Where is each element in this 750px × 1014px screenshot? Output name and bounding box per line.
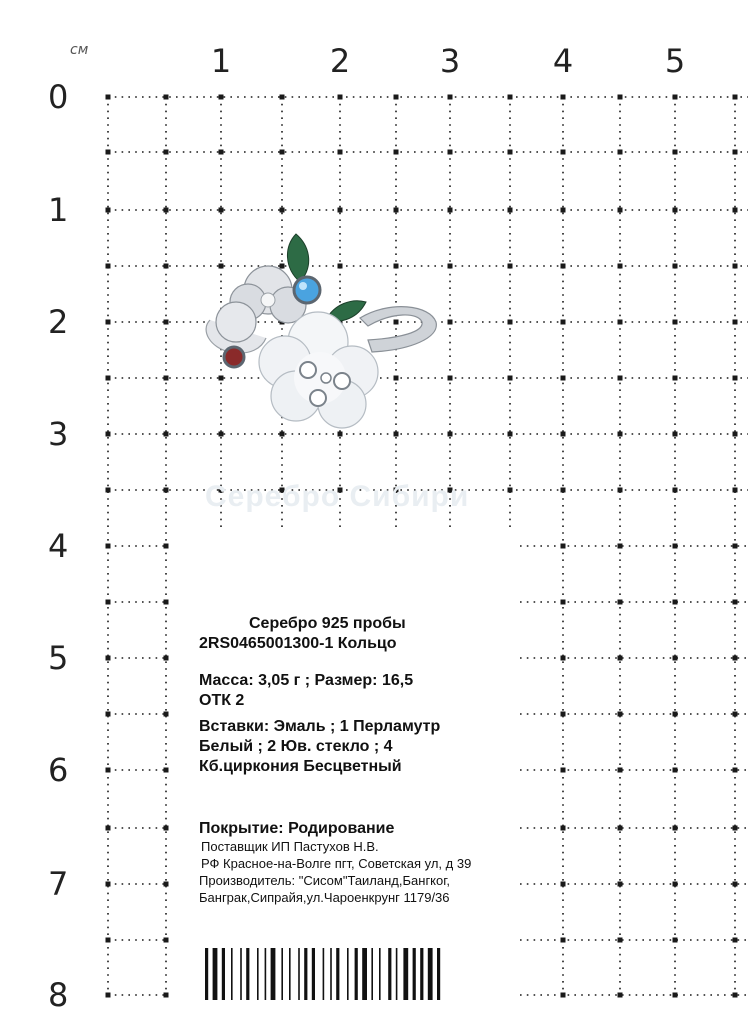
label-otk: ОТК 2 — [199, 692, 245, 709]
barcode-bar — [347, 948, 349, 1000]
y-label-1: 1 — [48, 191, 69, 229]
barcode-bar — [213, 948, 218, 1000]
y-label-6: 6 — [48, 751, 69, 789]
barcode-bar — [355, 948, 358, 1000]
label-inserts-3: Кб.циркония Бесцветный — [199, 758, 402, 775]
red-stone — [224, 347, 244, 367]
cz-stone — [310, 390, 326, 406]
barcode-bar — [330, 948, 332, 1000]
label-maker-1: Производитель: "Сисом"Таиланд,Бангког, — [199, 872, 451, 888]
barcode-bar — [362, 948, 367, 1000]
cz-stone — [334, 373, 350, 389]
barcode-bar — [265, 948, 267, 1000]
label-mass: Масса: 3,05 г ; Размер: 16,5 — [199, 672, 414, 689]
barcode-bar — [388, 948, 391, 1000]
label-supplier-2: РФ Красное-на-Волге пгт, Советская ул, д 39 — [201, 855, 472, 871]
cz-stone — [300, 362, 316, 378]
x-label-4: 4 — [552, 42, 574, 80]
barcode-bar — [323, 948, 325, 1000]
barcode-bar — [246, 948, 249, 1000]
x-label-1: 1 — [210, 42, 232, 80]
barcode-bar — [396, 948, 398, 1000]
label-line-1: Серебро 925 пробы — [249, 615, 406, 632]
y-label-3: 3 — [48, 415, 69, 453]
barcode-bar — [403, 948, 408, 1000]
barcode-bar — [420, 948, 423, 1000]
blue-stone — [294, 277, 320, 303]
barcode-bar — [231, 948, 233, 1000]
barcode-bar — [257, 948, 259, 1000]
y-label-4: 4 — [48, 527, 69, 565]
ring-band — [360, 307, 436, 352]
x-label-2: 2 — [329, 42, 351, 80]
product-label — [199, 614, 489, 907]
barcode-bar — [371, 948, 373, 1000]
barcode — [205, 948, 467, 1000]
label-supplier-1: Поставщик ИП Пастухов Н.В. — [201, 839, 379, 854]
watermark-text: Серебро Сибири — [205, 480, 470, 513]
y-label-2: 2 — [48, 303, 69, 341]
barcode-bar — [281, 948, 283, 1000]
barcode-bar — [298, 948, 300, 1000]
label-inserts-2: Белый ; 2 Юв. стекло ; 4 — [199, 738, 393, 755]
label-coating: Покрытие: Родирование — [199, 820, 395, 837]
barcode-bar — [240, 948, 242, 1000]
barcode-bar — [428, 948, 433, 1000]
y-label-8: 8 — [48, 976, 69, 1014]
label-line-2: 2RS0465001300-1 Кольцо — [199, 635, 397, 652]
x-label-3: 3 — [439, 42, 461, 80]
x-label-5: 5 — [664, 42, 686, 80]
barcode-bar — [437, 948, 440, 1000]
barcode-bar — [271, 948, 276, 1000]
barcode-bar — [289, 948, 291, 1000]
barcode-bar — [336, 948, 339, 1000]
label-inserts-1: Вставки: Эмаль ; 1 Перламутр — [199, 718, 441, 735]
y-label-7: 7 — [48, 865, 69, 903]
barcode-bar — [413, 948, 416, 1000]
barcode-bar — [312, 948, 315, 1000]
unit-label: см — [70, 42, 89, 58]
pearl-flower — [259, 312, 378, 428]
y-label-0: 0 — [48, 78, 69, 116]
enamel-leaf-top — [287, 234, 308, 282]
y-label-5: 5 — [48, 639, 69, 677]
barcode-bar — [379, 948, 381, 1000]
barcode-bar — [304, 948, 307, 1000]
label-maker-2: Банграк,Сипрайя,ул.Чароенкрунг 1179/36 — [199, 889, 450, 905]
barcode-bar — [205, 948, 208, 1000]
barcode-bar — [222, 948, 225, 1000]
